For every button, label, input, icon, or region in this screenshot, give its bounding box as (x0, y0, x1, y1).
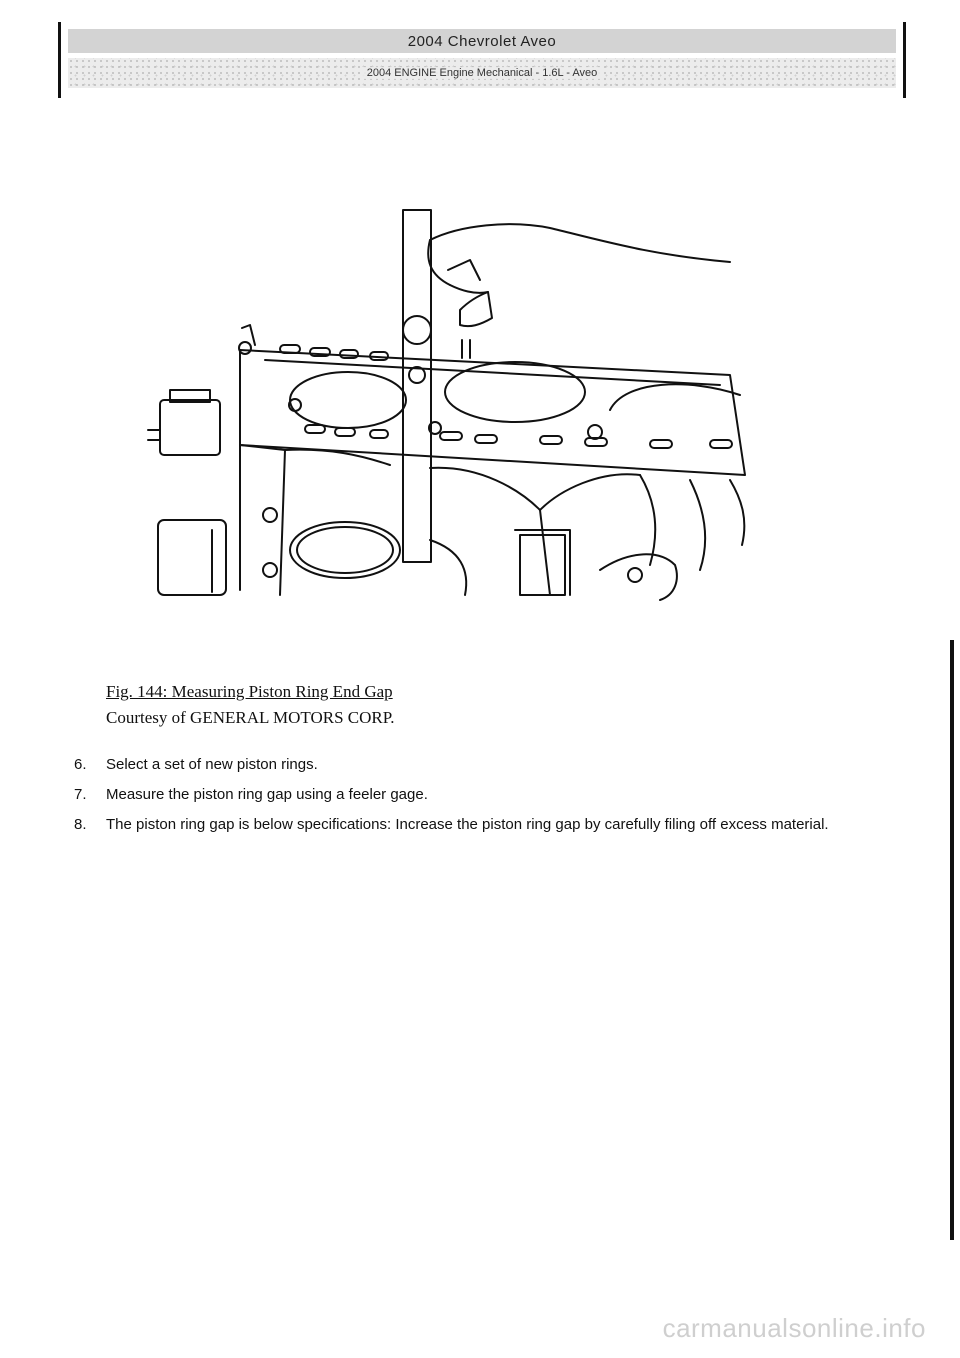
watermark: carmanualsonline.info (662, 1313, 926, 1343)
procedure-steps (74, 752, 904, 842)
step-text: The piston ring gap is below specifications: Increase the piston ring gap by carefully filing off excess material. (106, 816, 829, 833)
step-item (74, 752, 904, 778)
piston-ring-gap-illustration (130, 200, 770, 620)
step-number: 6. (74, 756, 87, 773)
step-number: 7. (74, 786, 87, 803)
step-item (74, 782, 904, 808)
header-subtitle-bar (68, 58, 896, 88)
header-title-bar (68, 29, 896, 53)
figure-caption-block (106, 679, 395, 731)
figure-credit: Courtesy of GENERAL MOTORS CORP. (106, 708, 395, 727)
figure-caption: Fig. 144: Measuring Piston Ring End Gap (106, 682, 393, 701)
step-text: Select a set of new piston rings. (106, 756, 318, 773)
page-header (58, 22, 906, 98)
step-item (74, 812, 904, 838)
step-text: Measure the piston ring gap using a feeler gage. (106, 786, 428, 803)
page-edge-line (950, 640, 954, 1240)
header-title: 2004 Chevrolet Aveo (407, 32, 557, 50)
header-subtitle: 2004 ENGINE Engine Mechanical - 1.6L - Aveo (361, 67, 604, 79)
step-number: 8. (74, 816, 87, 833)
